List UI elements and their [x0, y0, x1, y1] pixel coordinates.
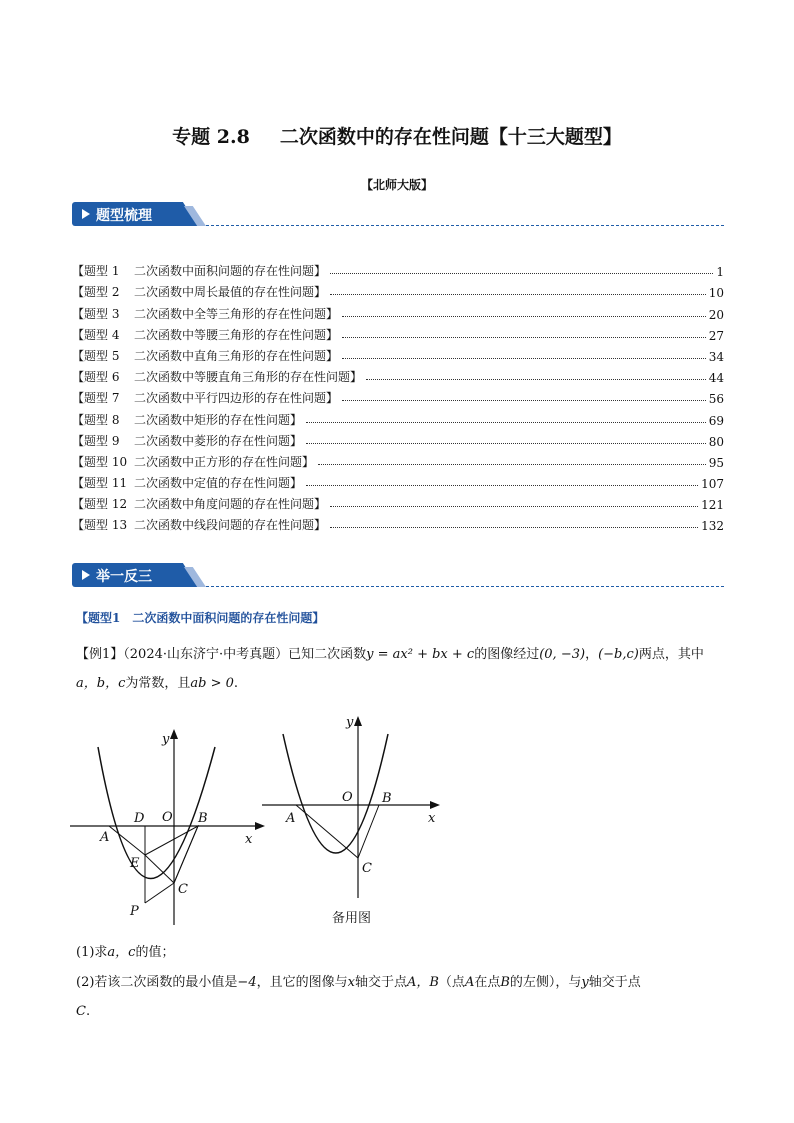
toc-item-number: 【题型 5	[72, 348, 120, 363]
label-B: B	[198, 811, 208, 826]
label-y: y	[346, 715, 354, 730]
toc-item[interactable]	[72, 512, 724, 533]
toc-item[interactable]	[72, 322, 724, 343]
toc-item[interactable]	[72, 258, 724, 279]
label-E: E	[130, 856, 140, 871]
toc-item-title: 二次函数中面积问题的存在性问题】	[134, 264, 327, 279]
toc-item-title: 二次函数中角度问题的存在性问题】	[134, 497, 327, 512]
toc-item-number: 【题型 1	[72, 264, 120, 279]
label-D: D	[134, 811, 145, 826]
x-axis-arrow-icon	[430, 801, 440, 809]
toc-item-title: 二次函数中直角三角形的存在性问题】	[134, 348, 339, 363]
toc-leader	[342, 400, 706, 401]
toc-leader	[330, 273, 713, 274]
toc-item-page: 80	[708, 434, 724, 449]
toc-item-number: 【题型 10	[72, 454, 128, 469]
example-line-1: 【例1】（2024·山东济宁·中考真题）已知二次函数y = ax² + bx + c的图像经过(0, −3)，(−b,c)两点，其中	[76, 647, 704, 662]
banner-outline	[72, 202, 724, 226]
label-A: A	[286, 811, 296, 826]
toc-item-page: 1	[716, 265, 724, 280]
toc-item-number: 【题型 2	[72, 285, 120, 300]
section-heading: 【题型1 二次函数中面积问题的存在性问题】	[76, 611, 325, 625]
toc-leader	[366, 379, 706, 380]
label-O: O	[162, 810, 173, 825]
toc-item-title: 二次函数中定值的存在性问题】	[134, 476, 303, 491]
parabola	[283, 734, 388, 853]
toc-item-page: 107	[701, 477, 724, 492]
toc-item-title: 二次函数中矩形的存在性问题】	[134, 412, 303, 427]
example-statement	[76, 640, 726, 698]
label-x: x	[428, 811, 436, 826]
toc-item-number: 【题型 13	[72, 518, 128, 533]
banner-outline-label: 题型梳理	[96, 208, 152, 224]
play-triangle-icon	[82, 209, 90, 219]
label-C: C	[362, 861, 372, 876]
toc-leader	[342, 358, 706, 359]
toc-item[interactable]	[72, 385, 724, 406]
table-of-contents	[72, 258, 724, 533]
segment-pc	[145, 883, 174, 903]
toc-item-page: 95	[708, 455, 724, 470]
y-axis-arrow-icon	[354, 716, 362, 726]
label-P: P	[130, 904, 139, 919]
label-C: C	[178, 882, 188, 897]
toc-item-title: 二次函数中菱形的存在性问题】	[134, 433, 303, 448]
toc-leader	[330, 527, 698, 528]
toc-item-page: 34	[708, 349, 724, 364]
toc-item-title: 二次函数中周长最值的存在性问题】	[134, 285, 327, 300]
toc-item-number: 【题型 6	[72, 370, 120, 385]
title-number: 专题 2.8	[172, 126, 250, 148]
toc-item[interactable]	[72, 343, 724, 364]
toc-leader	[342, 337, 706, 338]
toc-item[interactable]	[72, 364, 724, 385]
toc-item-title: 二次函数中等腰三角形的存在性问题】	[134, 327, 339, 342]
toc-leader	[306, 485, 698, 486]
toc-item-page: 20	[708, 307, 724, 322]
toc-leader	[342, 316, 706, 317]
edition-label: 【北师大版】	[360, 178, 433, 192]
dashed-rule	[206, 586, 724, 587]
play-triangle-icon	[82, 570, 90, 580]
toc-item-page: 69	[708, 413, 724, 428]
toc-item-number: 【题型 4	[72, 327, 120, 342]
toc-item-title: 二次函数中平行四边形的存在性问题】	[134, 391, 339, 406]
toc-item[interactable]	[72, 449, 724, 470]
toc-item[interactable]	[72, 406, 724, 427]
title-text: 二次函数中的存在性问题【十三大题型】	[279, 126, 622, 148]
toc-item-title: 二次函数中正方形的存在性问题】	[134, 454, 315, 469]
label-A: A	[100, 830, 110, 845]
toc-leader	[318, 464, 706, 465]
toc-leader	[306, 422, 706, 423]
figure-main	[70, 725, 270, 930]
toc-item[interactable]	[72, 470, 724, 491]
toc-item-page: 44	[708, 371, 724, 386]
toc-item-page: 10	[708, 286, 724, 301]
toc-item-page: 132	[701, 519, 724, 534]
toc-item-page: 56	[708, 392, 724, 407]
label-x: x	[245, 832, 253, 847]
toc-item-number: 【题型 3	[72, 306, 120, 321]
toc-item-page: 27	[708, 328, 724, 343]
toc-item-number: 【题型 7	[72, 391, 120, 406]
question-1: (1)求a，c的值；	[76, 945, 175, 960]
example-line-2: a，b，c为常数，且ab > 0.	[76, 676, 239, 691]
toc-leader	[330, 506, 698, 507]
y-axis-arrow-icon	[170, 729, 178, 739]
toc-item-number: 【题型 9	[72, 433, 120, 448]
toc-item[interactable]	[72, 279, 724, 300]
toc-leader	[330, 294, 706, 295]
toc-item[interactable]	[72, 428, 724, 449]
banner-examples-label: 举一反三	[96, 569, 152, 585]
figure-caption: 备用图	[332, 911, 372, 926]
toc-item-number: 【题型 12	[72, 497, 128, 512]
toc-item-number: 【题型 11	[72, 476, 128, 491]
label-O: O	[342, 790, 353, 805]
label-y: y	[162, 732, 170, 747]
label-B: B	[382, 791, 392, 806]
toc-item-title: 二次函数中线段问题的存在性问题】	[134, 518, 327, 533]
toc-item-title: 二次函数中等腰直角三角形的存在性问题】	[134, 370, 363, 385]
figure-spare	[258, 712, 448, 907]
toc-item-number: 【题型 8	[72, 412, 120, 427]
function-expression: y = ax² + bx + c	[366, 647, 475, 662]
question-2: (2)若该二次函数的最小值是−4，且它的图像与x轴交于点A，B（点A在点B的左侧），与y轴交于点 C.	[76, 975, 641, 1019]
page-title	[0, 122, 794, 149]
toc-item-title: 二次函数中全等三角形的存在性问题】	[134, 306, 339, 321]
dashed-rule	[206, 225, 724, 226]
banner-examples	[72, 563, 724, 587]
toc-item-page: 121	[701, 498, 724, 513]
segments	[109, 826, 198, 883]
toc-leader	[306, 443, 706, 444]
toc-item[interactable]	[72, 300, 724, 321]
toc-item[interactable]	[72, 491, 724, 512]
